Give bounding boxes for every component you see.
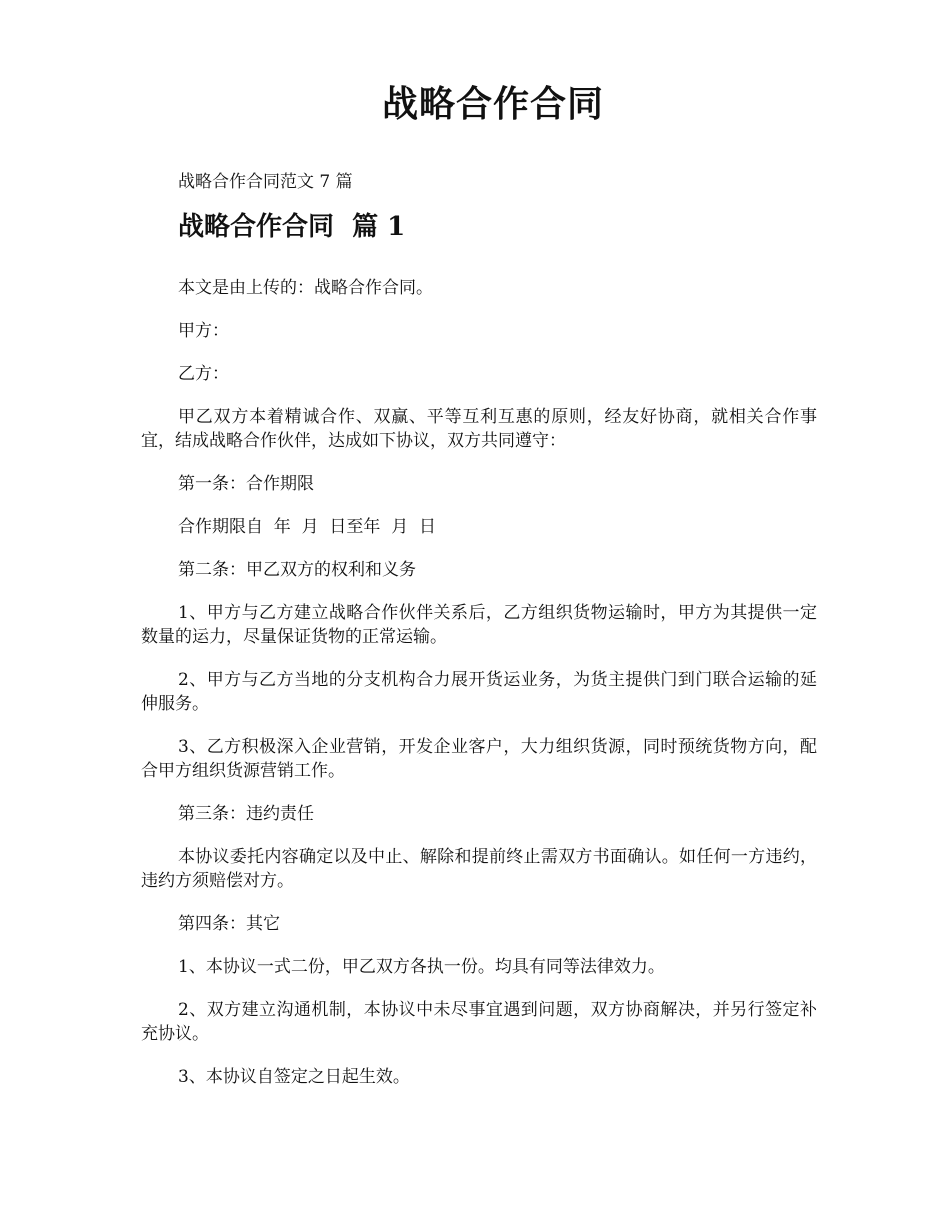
article-2-clause-2: 2、甲方与乙方当地的分支机构合力展开货运业务，为货主提供门到门联合运输的延伸服务。: [141, 670, 817, 714]
article-4-heading: 第四条：其它: [178, 914, 280, 934]
paragraph-preamble: 甲乙双方本着精诚合作、双赢、平等互利互惠的原则，经友好协商，就相关合作事宜，结成战略合作伙伴，达成如下协议，双方共同遵守：: [141, 407, 817, 451]
article-4-clause-2: 2、双方建立沟通机制，本协议中未尽事宜遇到问题，双方协商解决，并另行签定补充协议。: [141, 1000, 817, 1044]
document-subtitle: 战略合作合同范文 7 篇: [178, 172, 353, 192]
article-2-clause-3: 3、乙方积极深入企业营销，开发企业客户，大力组织货源，同时预统货物方向，配合甲方组织货源营销工作。: [141, 737, 817, 781]
paragraph-intro: 本文是由上传的：战略合作合同。: [178, 278, 433, 298]
section-heading: 战略合作合同 篇 1: [178, 212, 406, 242]
article-1-term: 合作期限自 年 月 日至年 月 日: [178, 517, 437, 537]
article-2-heading: 第二条：甲乙双方的权利和义务: [178, 560, 416, 580]
article-4-clause-3: 3、本协议自签定之日起生效。: [178, 1067, 410, 1087]
article-1-heading: 第一条：合作期限: [178, 474, 314, 494]
article-3-text: 本协议委托内容确定以及中止、解除和提前终止需双方书面确认。如任何一方违约，违约方须赔偿对方。: [141, 847, 817, 891]
article-4-clause-1: 1、本协议一式二份，甲乙双方各执一份。均具有同等法律效力。: [178, 957, 665, 977]
paragraph-party-b: 乙方：: [178, 364, 229, 384]
document-title: 战略合作合同: [381, 83, 604, 125]
document-body: [141, 276, 817, 1108]
article-3-heading: 第三条：违约责任: [178, 804, 314, 824]
article-2-clause-1: 1、甲方与乙方建立战略合作伙伴关系后，乙方组织货物运输时，甲方为其提供一定数量的运力，尽量保证货物的正常运输。: [141, 603, 817, 647]
paragraph-party-a: 甲方：: [178, 321, 229, 341]
